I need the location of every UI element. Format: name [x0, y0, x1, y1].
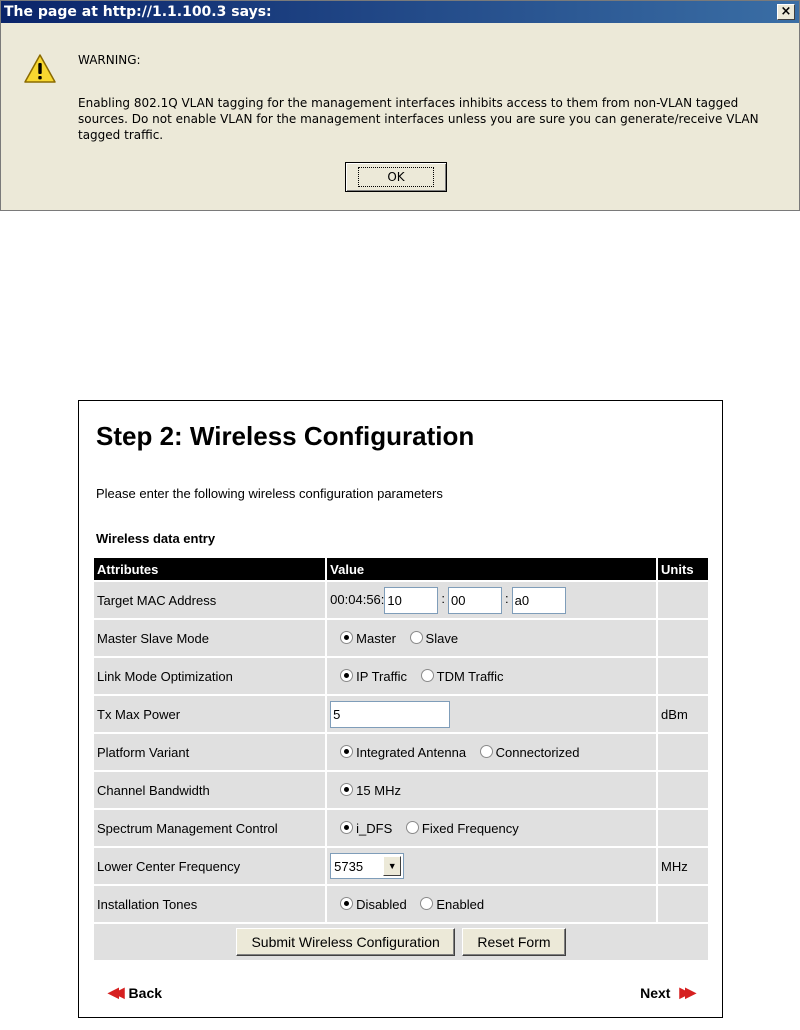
mac-part3-input[interactable] [512, 587, 566, 614]
ok-button[interactable] [345, 162, 447, 192]
units-cell [658, 620, 708, 656]
close-button[interactable]: × [777, 4, 795, 20]
column-header-value: Value [327, 558, 656, 580]
units-cell: dBm [658, 696, 708, 732]
table-row [94, 734, 708, 770]
next-link[interactable] [640, 984, 700, 1001]
tones-cell [327, 886, 656, 922]
button-cell [94, 924, 708, 960]
table-row [94, 620, 708, 656]
tones-enabled-label: Enabled [436, 896, 485, 912]
ip-traffic-radio[interactable] [340, 669, 353, 682]
table-row [94, 658, 708, 694]
submit-wireless-configuration-button[interactable]: Submit Wireless Configuration [236, 928, 454, 956]
mac-address-cell [327, 582, 656, 618]
idfs-label: i_DFS [356, 820, 393, 836]
row-label: Target MAC Address [94, 582, 325, 618]
master-label: Master [356, 630, 396, 646]
dialog-titlebar [1, 1, 799, 23]
units-cell: MHz [658, 848, 708, 884]
column-header-units: Units [658, 558, 708, 580]
back-label: Back [128, 984, 163, 1001]
tones-disabled-label: Disabled [356, 896, 407, 912]
integrated-antenna-label: Integrated Antenna [356, 744, 467, 760]
bandwidth-15mhz-label: 15 MHz [356, 782, 401, 798]
reset-form-button[interactable]: Reset Form [462, 928, 565, 956]
table-row [94, 886, 708, 922]
slave-label: Slave [425, 630, 459, 646]
tones-disabled-radio[interactable] [340, 897, 353, 910]
mac-separator: : [505, 591, 509, 607]
table-row [94, 582, 708, 618]
integrated-antenna-radio[interactable] [340, 745, 353, 758]
fixed-frequency-radio[interactable] [406, 821, 419, 834]
dialog-heading: WARNING: [78, 53, 141, 67]
units-cell [658, 886, 708, 922]
master-radio[interactable] [340, 631, 353, 644]
master-slave-cell [327, 620, 656, 656]
tx-power-cell [327, 696, 656, 732]
units-cell [658, 772, 708, 808]
chevron-down-icon[interactable]: ▼ [383, 856, 401, 876]
alert-dialog [0, 0, 800, 211]
wireless-config-table [92, 556, 710, 962]
spectrum-cell [327, 810, 656, 846]
ip-traffic-label: IP Traffic [356, 668, 407, 684]
button-row [94, 924, 708, 960]
mac-separator: : [441, 591, 446, 607]
units-cell [658, 810, 708, 846]
intro-text: Please enter the following wireless configuration parameters [96, 486, 443, 501]
bandwidth-15mhz-radio[interactable] [340, 783, 353, 796]
next-arrow-icon: ▶▶ [679, 984, 691, 1000]
lower-frequency-value: 5735 [334, 858, 364, 874]
lower-frequency-select[interactable] [330, 853, 404, 879]
units-cell [658, 734, 708, 770]
back-arrow-icon: ◀◀ [108, 984, 120, 1000]
row-label: Channel Bandwidth [94, 772, 325, 808]
table-row [94, 772, 708, 808]
idfs-radio[interactable] [340, 821, 353, 834]
table-row [94, 696, 708, 732]
units-cell [658, 582, 708, 618]
table-row [94, 810, 708, 846]
platform-cell [327, 734, 656, 770]
section-title: Wireless data entry [96, 531, 216, 546]
tones-enabled-radio[interactable] [420, 897, 433, 910]
row-label: Lower Center Frequency [94, 848, 325, 884]
row-label: Tx Max Power [94, 696, 325, 732]
table-row [94, 848, 708, 884]
tx-max-power-input[interactable] [330, 701, 450, 728]
units-cell [658, 658, 708, 694]
fixed-frequency-label: Fixed Frequency [421, 820, 519, 836]
row-label: Platform Variant [94, 734, 325, 770]
back-link[interactable] [99, 984, 162, 1001]
tdm-traffic-label: TDM Traffic [436, 668, 504, 684]
mac-part1-input[interactable] [384, 587, 438, 614]
bandwidth-cell [327, 772, 656, 808]
column-header-attributes: Attributes [94, 558, 325, 580]
mac-part2-input[interactable] [448, 587, 502, 614]
row-label: Master Slave Mode [94, 620, 325, 656]
tdm-traffic-radio[interactable] [421, 669, 434, 682]
warning-icon [23, 53, 57, 85]
connectorized-radio[interactable] [480, 745, 493, 758]
slave-radio[interactable] [410, 631, 423, 644]
link-mode-cell [327, 658, 656, 694]
ok-button-label: OK [358, 167, 433, 187]
row-label: Spectrum Management Control [94, 810, 325, 846]
table-header-row [94, 558, 708, 580]
mac-prefix: 00:04:56: [330, 591, 385, 607]
next-label: Next [640, 984, 671, 1001]
row-label: Installation Tones [94, 886, 325, 922]
lower-frequency-cell [327, 848, 656, 884]
dialog-title: The page at http://1.1.100.3 says: [4, 4, 272, 20]
row-label: Link Mode Optimization [94, 658, 325, 694]
page-title: Step 2: Wireless Configuration [96, 421, 475, 451]
dialog-message: Enabling 802.1Q VLAN tagging for the management interfaces inhibits access to them from non-VLAN tagged sources. Do not enable VLAN for the management interfaces unless you are sure you can generate/receive VLAN tagged traffic. [78, 96, 759, 142]
connectorized-label: Connectorized [495, 744, 580, 760]
wizard-panel [78, 400, 723, 1018]
